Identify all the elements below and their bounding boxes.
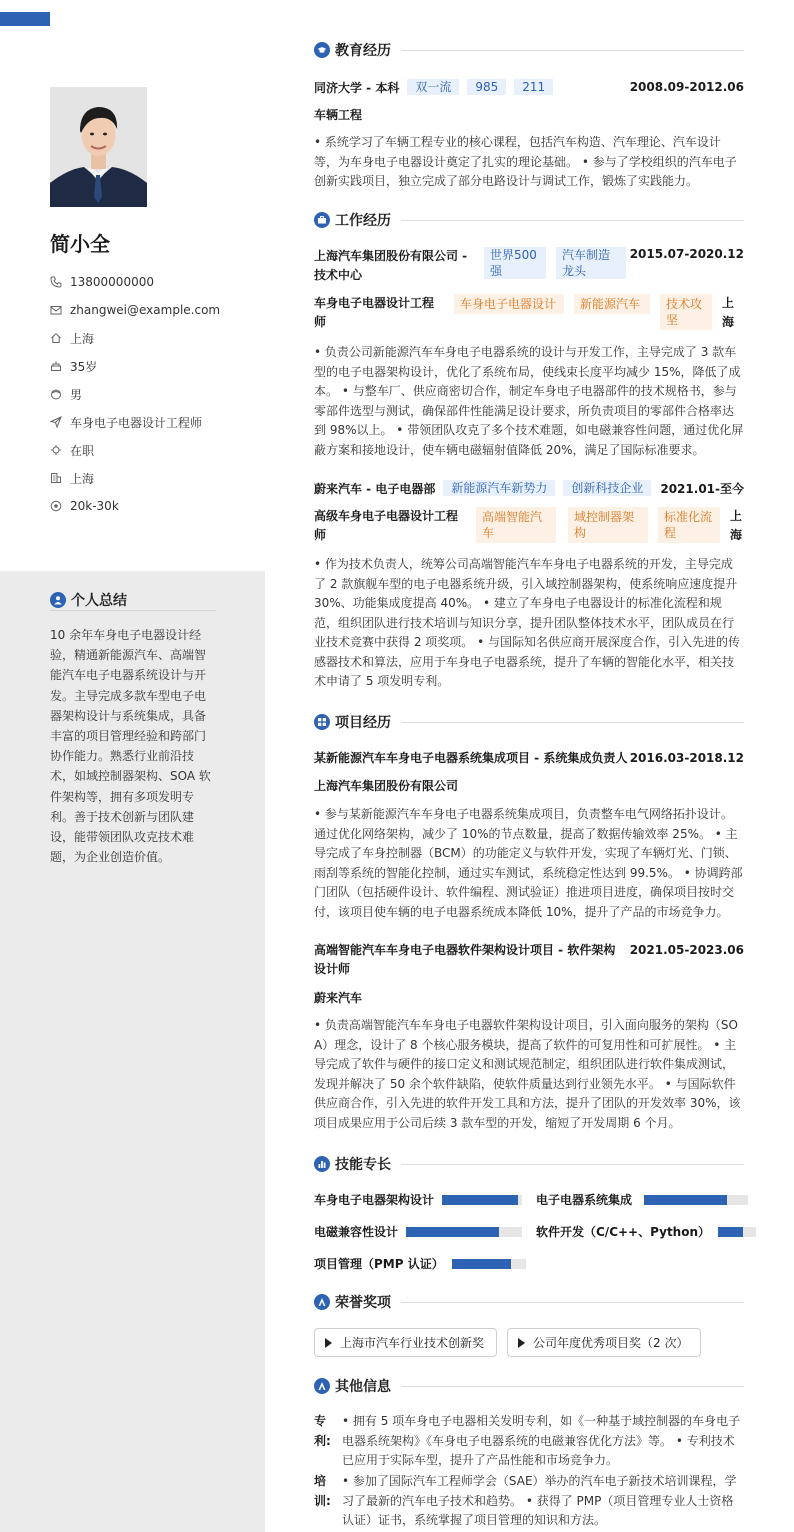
company-name: 蔚来汽车 - 电子电器部 bbox=[314, 481, 436, 496]
awards-header: 荣誉奖项 bbox=[314, 1291, 744, 1313]
divider bbox=[401, 1386, 744, 1387]
skill-item: 软件开发（C/C++、Python） bbox=[536, 1223, 756, 1240]
project-name: 高端智能汽车车身电子电器软件架构设计项目 - 软件架构设计师 bbox=[314, 943, 616, 976]
skills-header: 技能专长 bbox=[314, 1153, 744, 1175]
job-header bbox=[314, 247, 744, 285]
award-item: 上海市汽车行业技术创新奖 bbox=[314, 1328, 497, 1357]
job-header bbox=[314, 479, 744, 497]
award-item: 公司年度优秀项目奖（2 次） bbox=[507, 1328, 701, 1357]
other-label: 培训: bbox=[314, 1474, 331, 1508]
school-tag: 985 bbox=[467, 79, 506, 95]
divider bbox=[401, 1302, 744, 1303]
skill-bar bbox=[452, 1259, 526, 1269]
education-header: 教育经历 bbox=[314, 39, 744, 61]
contact-work-city: 上海 bbox=[50, 464, 260, 492]
other-text: • 参加了国际汽车工程师学会（SAE）举办的汽车电子新技术培训课程，学习了最新的汽车电子技术和趋势。 • 获得了 PMP（项目管理专业人士资格认证）证书，系统掌握了项目管理的知识和方法。 bbox=[342, 1474, 737, 1527]
job-role-row bbox=[314, 294, 744, 332]
education-date: 2008.09-2012.06 bbox=[629, 80, 744, 94]
contact-phone: 13800000000 bbox=[50, 268, 260, 296]
company-tags bbox=[484, 247, 626, 279]
graduation-cap-icon bbox=[314, 42, 330, 58]
job-role: 车身电子电器设计工程师 bbox=[314, 296, 435, 329]
project-desc: • 参与某新能源汽车车身电子电器系统集成项目，负责整车电气网络拓扑设计。通过优化网络架构，减少了 10%的节点数量，提高了数据传输效率 25%。 • 主导完成了车身控制器（BCM）的功能定义与软件开发，实现了车辆灯光、门锁、雨刮等系统的智能化控制，通过实车测试，系统稳定性达到 99.5%。 • 协调跨部门团队（包括硬件设计、软件编程、测试验证）推进项目进度，确保项目按时交付，该项目使车辆的电子电器系统成本降低 10%，提升了产品的市场竞争力。 bbox=[314, 807, 743, 919]
education-desc: • 系统学习了车辆工程专业的核心课程，包括汽车构造、汽车理论、汽车设计等，为车身电子电器设计奠定了扎实的理论基础。 • 参与了学校组织的汽车电子创新实践项目，独立完成了部分电路设计与调试工作，锻炼了实践能力。 bbox=[314, 135, 737, 188]
profile-name: 简小全 bbox=[50, 232, 110, 256]
skill-bar-fill bbox=[442, 1195, 518, 1205]
skill-bar-fill bbox=[452, 1259, 511, 1269]
company-tag: 新能源汽车新势力 bbox=[443, 480, 555, 496]
contact-salary: 20k-30k bbox=[50, 492, 260, 520]
status-icon bbox=[50, 444, 62, 456]
skill-bar-fill bbox=[644, 1195, 727, 1205]
project-header bbox=[314, 941, 744, 979]
briefcase-icon bbox=[314, 212, 330, 228]
bar-chart-icon bbox=[314, 1156, 330, 1172]
company-tag: 世界500强 bbox=[484, 247, 546, 279]
info-icon bbox=[314, 1378, 330, 1394]
company-tag: 汽车制造龙头 bbox=[556, 247, 626, 279]
project-org: 蔚来汽车 bbox=[314, 991, 363, 1005]
project-header bbox=[314, 749, 744, 768]
divider bbox=[401, 220, 744, 221]
contact-city: 上海 bbox=[50, 324, 260, 352]
education-major: 车辆工程 bbox=[314, 108, 363, 122]
job-desc: • 作为技术负责人，统筹公司高端智能汽车车身电子电器系统的开发，主导完成了 2 款旗舰车型的电子电器系统升级，引入域控制器架构，使系统响应速度提升 30%、功能集成度提高 40%。 • 建立了车身电子电器设计的标准化流程和规范，组织团队进行技术培训与知识分享，提升团队整体技术水平，团队成员在行业技术竞赛中获得 2 项奖项。 • 与国际知名供应商开展深度合作，引入先进的传感器技术和算法，应用于车身电子电器系统，提升了车辆的智能化水平，相关技术申请了 5 项发明专利。 bbox=[314, 557, 740, 688]
company-tag: 创新科技企业 bbox=[563, 480, 651, 496]
send-icon bbox=[50, 416, 62, 428]
job-city: 上海 bbox=[722, 296, 735, 329]
award-icon bbox=[314, 1294, 330, 1310]
divider bbox=[401, 50, 744, 51]
role-tag: 标准化流程 bbox=[658, 507, 720, 543]
contact-age: 35岁 bbox=[50, 352, 260, 380]
profile-photo bbox=[50, 87, 147, 207]
skill-item: 项目管理（PMP 认证） bbox=[314, 1255, 526, 1272]
project-desc: • 负责高端智能汽车车身电子电器软件架构设计项目，引入面向服务的架构（SOA）理念，设计了 8 个核心服务模块，提高了软件的可复用性和可扩展性。 • 主导完成了软件与硬件的接口定义和测试规范制定，组织团队进行软件集成测试，发现并解决了 50 余个软件缺陷，使软件质量达到行业领先水平。 • 与国际软件供应商合作，引入先进的软件开发工具和方法，提升了团队的开发效率 30%，该项目成果应用于公司后续 3 款车型的开发，缩短了开发周期 6 个月。 bbox=[314, 1018, 741, 1130]
skill-bar-fill bbox=[406, 1227, 499, 1237]
company-name: 上海汽车集团股份有限公司 - 技术中心 bbox=[314, 249, 468, 282]
divider bbox=[401, 722, 744, 723]
grid-icon bbox=[314, 714, 330, 730]
play-icon bbox=[518, 1338, 525, 1348]
job-city: 上海 bbox=[730, 509, 743, 542]
project-name: 某新能源汽车车身电子电器系统集成项目 - 系统集成负责人 bbox=[314, 751, 628, 765]
home-icon bbox=[50, 332, 62, 344]
role-tag: 技术攻坚 bbox=[660, 294, 712, 330]
project-date: 2021.05-2023.06 bbox=[629, 943, 744, 957]
skill-item: 电子电器系统集成 bbox=[536, 1191, 748, 1208]
work-header: 工作经历 bbox=[314, 209, 744, 231]
skill-bar bbox=[718, 1227, 756, 1237]
job-role: 高级车身电子电器设计工程师 bbox=[314, 509, 459, 542]
role-tag: 高端智能汽车 bbox=[476, 507, 556, 543]
other-row bbox=[314, 1472, 744, 1531]
gender-icon bbox=[50, 388, 62, 400]
skill-item: 车身电子电器架构设计 bbox=[314, 1191, 522, 1208]
contact-gender: 男 bbox=[50, 380, 260, 408]
job-date: 2021.01-至今 bbox=[660, 481, 744, 496]
cake-icon bbox=[50, 360, 62, 372]
other-text: • 拥有 5 项车身电子电器相关发明专利，如《一种基于域控制器的车身电子电器系统架构》《车身电子电器系统的电磁兼容优化方法》等。 • 专利技术已应用于实际车型，提升了产品性能和市场竞争力。 bbox=[342, 1414, 741, 1467]
phone-icon bbox=[50, 276, 62, 288]
projects-header: 项目经历 bbox=[314, 711, 744, 733]
contact-status: 在职 bbox=[50, 436, 260, 464]
other-header: 其他信息 bbox=[314, 1375, 744, 1397]
contact-email: zhangwei@example.com bbox=[50, 296, 260, 324]
education-row bbox=[314, 78, 744, 96]
skill-bar-fill bbox=[718, 1227, 743, 1237]
skill-bar bbox=[644, 1195, 748, 1205]
salary-icon bbox=[50, 500, 62, 512]
skill-bar bbox=[406, 1227, 522, 1237]
skill-item: 电磁兼容性设计 bbox=[314, 1223, 522, 1240]
school-tag: 双一流 bbox=[407, 79, 459, 95]
user-icon bbox=[50, 592, 66, 608]
school-tag: 211 bbox=[514, 79, 553, 95]
summary-text: 10 余年车身电子电器设计经验，精通新能源汽车、高端智能汽车电子电器系统设计与开发。主导完成多款车型电子电器架构设计与系统集成，具备丰富的项目管理经验和跨部门协作能力。熟悉行业前沿技术，如域控制器架构、SOA 软件架构等，拥有多项发明专利。善于技术创新与团队建设，能带领团队攻克技术难题，为企业创造价值。 bbox=[50, 628, 211, 865]
job-date: 2015.07-2020.12 bbox=[629, 247, 744, 261]
role-tag: 域控制器架构 bbox=[568, 507, 648, 543]
mail-icon bbox=[50, 304, 62, 316]
project-org: 上海汽车集团股份有限公司 bbox=[314, 779, 459, 793]
role-tag: 车身电子电器设计 bbox=[454, 294, 564, 314]
other-row bbox=[314, 1412, 744, 1471]
accent-bar bbox=[0, 12, 50, 26]
job-role-row bbox=[314, 507, 744, 545]
school-name: 同济大学 - 本科 bbox=[314, 80, 400, 95]
role-tag: 新能源汽车 bbox=[574, 294, 650, 314]
job-desc: • 负责公司新能源汽车车身电子电器系统的设计与开发工作，主导完成了 3 款车型的电子电器架构设计，优化了系统布局，使线束长度平均减少 15%，降低了成本。 • 与整车厂、供应商密切合作，制定车身电子电器部件的技术规格书，参与零部件选型与测试，确保部件性能满足设计要求，所负责项目的零部件合格率达到 98%以上。 • 带领团队攻克了多个技术难题，如电磁兼容性问题，通过优化屏蔽方案和接地设计，使车辆电磁辐射值降低 20%，满足了国际标准要求。 bbox=[314, 345, 744, 457]
divider bbox=[401, 1164, 744, 1165]
project-date: 2016.03-2018.12 bbox=[629, 751, 744, 765]
contact-list bbox=[50, 268, 260, 520]
skill-bar bbox=[442, 1195, 522, 1205]
other-label: 专利: bbox=[314, 1414, 331, 1448]
contact-position: 车身电子电器设计工程师 bbox=[50, 408, 260, 436]
summary-header: 个人总结 bbox=[50, 589, 216, 611]
building-icon bbox=[50, 472, 62, 484]
play-icon bbox=[325, 1338, 332, 1348]
